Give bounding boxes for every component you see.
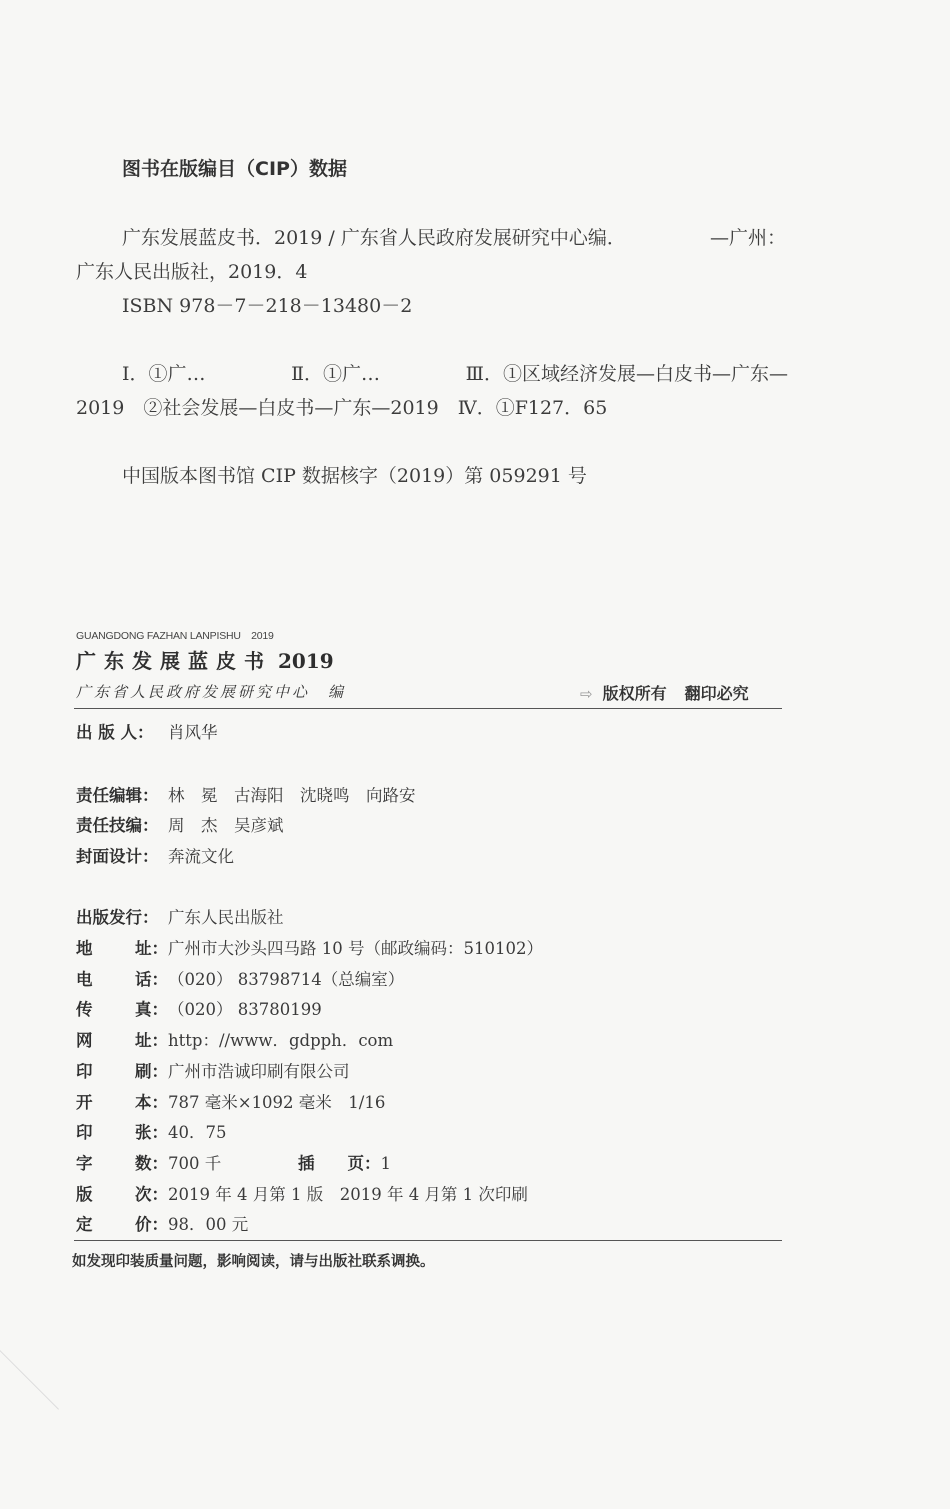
info-label: 封面设计： (76, 847, 159, 866)
cip-class-line-2: 2019 ②社会发展—白皮书—广东—2019 Ⅳ．①F127．65 (76, 397, 608, 419)
info-label-a: 传 (76, 1000, 93, 1019)
info-label-b: 数： (135, 1154, 168, 1173)
book-editor-name: 广东省人民政府发展研究中心 (76, 683, 311, 701)
info-label-a: 电 (76, 970, 93, 989)
cip-record-line-1 (122, 223, 786, 250)
info-printer (76, 1058, 350, 1082)
rights-reserved: 版权所有 (602, 684, 667, 703)
info-value: 40．75 (168, 1123, 227, 1142)
info-label-b: 址： (135, 1031, 168, 1050)
info-website (76, 1027, 393, 1051)
info-label-b: 话： (135, 970, 168, 989)
divider-top (74, 708, 782, 709)
info-value: 肖风华 (168, 723, 218, 742)
info-sheets (76, 1119, 227, 1143)
cip-heading: 图书在版编目（CIP）数据 (122, 158, 347, 180)
cip-record-title: 广东发展蓝皮书．2019 / 广东省人民政府发展研究中心编． (122, 227, 626, 249)
info-label (76, 996, 168, 1020)
cip-class-2: Ⅱ．①广… (291, 363, 381, 385)
info-label: 出 版 人： (76, 723, 154, 742)
info-value: 广州市大沙头四马路 10 号（邮政编码：510102） (168, 939, 543, 958)
info-label (76, 1150, 168, 1174)
quality-notice: 如发现印装质量问题，影响阅读，请与出版社联系调换。 (72, 1254, 435, 1270)
info-word-count (76, 1150, 391, 1174)
info-price (76, 1211, 248, 1235)
book-title (76, 645, 334, 674)
cip-class-3: Ⅲ．①区域经济发展—白皮书—广东— (465, 363, 788, 385)
info-label-b: 刷： (135, 1062, 168, 1081)
book-editor (76, 681, 346, 702)
info-label-b: 本： (135, 1093, 168, 1112)
book-editor-role: 编 (328, 683, 347, 701)
info-format (76, 1089, 385, 1113)
info-tech-editors (76, 812, 284, 836)
info-value: （020） 83798714（总编室） (168, 970, 405, 989)
info-label (76, 1119, 168, 1143)
info-label: 出版发行： (76, 908, 159, 927)
info-value: 700 千 (168, 1154, 222, 1173)
info-label-b: 真： (135, 1000, 168, 1019)
info-label-a: 定 (76, 1215, 93, 1234)
info-label (76, 935, 168, 959)
no-reproduction: 翻印必究 (684, 684, 749, 703)
info-value-inserts: 1 (380, 1154, 391, 1173)
info-label (76, 1181, 168, 1205)
info-value: 奔流文化 (168, 847, 234, 866)
info-label (76, 1027, 168, 1051)
info-label (76, 1058, 168, 1082)
info-value: 广东人民出版社 (168, 908, 284, 927)
info-label-a: 印 (76, 1062, 93, 1081)
info-edition (76, 1181, 528, 1205)
info-fax (76, 996, 322, 1020)
info-address (76, 935, 543, 959)
info-label-a: 网 (76, 1031, 93, 1050)
info-value: 98．00 元 (168, 1215, 249, 1234)
info-label-b: 价： (135, 1215, 168, 1234)
info-label-a: 地 (76, 939, 93, 958)
book-title-text: 广东发展蓝皮书 (76, 649, 272, 673)
info-editors (76, 782, 416, 806)
info-value: http：//www．gdpph．com (168, 1031, 394, 1050)
info-label: 责任技编： (76, 816, 159, 835)
info-telephone (76, 966, 404, 990)
cip-record-place: —广州： (709, 227, 786, 249)
info-label (76, 1089, 168, 1113)
book-title-pinyin: GUANGDONG FAZHAN LANPISHU 2019 (76, 630, 274, 642)
info-label-a: 开 (76, 1093, 93, 1112)
info-value: 林 冕 古海阳 沈晓鸣 向路安 (168, 786, 416, 805)
info-value: 周 杰 吴彦斌 (168, 816, 284, 835)
info-label-b: 次： (135, 1185, 168, 1204)
info-value: 广州市浩诚印刷有限公司 (168, 1062, 350, 1081)
info-label: 责任编辑： (76, 786, 159, 805)
info-label-b: 址： (135, 939, 168, 958)
info-label-a: 版 (76, 1185, 93, 1204)
info-distribution (76, 904, 284, 928)
info-label-a: 字 (76, 1154, 93, 1173)
info-label (76, 966, 168, 990)
cip-isbn: ISBN 978－7－218－13480－2 (122, 295, 413, 317)
info-cover-design (76, 843, 234, 867)
copyright-notice (580, 681, 749, 704)
book-title-year: 2019 (278, 649, 334, 673)
page-fold-edge (0, 1310, 59, 1509)
cip-record-line-2: 广东人民出版社，2019．4 (76, 261, 308, 283)
info-publisher (76, 719, 218, 743)
cip-class-1: Ⅰ．①广… (122, 363, 206, 385)
cip-verify-number: 中国版本图书馆 CIP 数据核字（2019）第 059291 号 (122, 465, 587, 487)
arrow-logo-icon: ⇨ (580, 685, 593, 703)
info-label (76, 1211, 168, 1235)
divider-bottom (74, 1240, 782, 1241)
info-label-inserts: 插 页： (298, 1154, 381, 1173)
info-label-b: 张： (135, 1123, 168, 1142)
cip-class-line-1 (122, 359, 788, 386)
info-value: （020） 83780199 (168, 1000, 322, 1019)
info-value: 787 毫米×1092 毫米 1/16 (168, 1093, 386, 1112)
info-label-a: 印 (76, 1123, 93, 1142)
info-value: 2019 年 4 月第 1 版 2019 年 4 月第 1 次印刷 (168, 1185, 528, 1204)
